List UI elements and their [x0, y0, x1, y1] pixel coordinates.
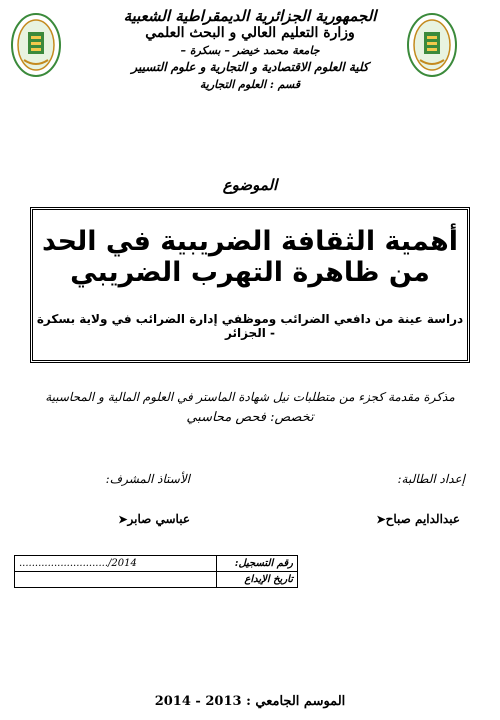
ministry-name: وزارة التعليم العالي و البحث العلمي [145, 25, 355, 41]
student-name: عبدالدايم صباح [385, 512, 460, 526]
academic-year: الموسم الجامعي : 2013 - 2014 [154, 694, 346, 709]
deposit-date-label: تاريخ الإيداع [217, 572, 298, 588]
table-row [15, 572, 298, 588]
supervisor-label: الأستاذ المشرف: [105, 472, 190, 486]
subject-label: الموضوع [222, 176, 278, 194]
institution-header [70, 8, 430, 93]
thesis-subtitle: دراسة عينة من دافعي الضرائب وموظفي إدارة الضرائب في ولاية بسكرة - الجزائر [36, 312, 464, 340]
university-name: جامعة محمد خيضر – بسكرة – [180, 44, 320, 57]
arrow-bullet-icon: ➤ [376, 513, 386, 526]
registration-number-label: رقم التسجيل: [217, 556, 298, 572]
university-logo-left [10, 12, 62, 78]
prepared-by-label: إعداد الطالبة: [397, 472, 465, 486]
thesis-title: أهمية الثقافة الضريبية في الحد من ظاهرة التهرب الضريبي [42, 226, 458, 288]
faculty-name: كلية العلوم الاقتصادية و التجارية و علوم التسيير [131, 60, 369, 74]
republic-name: الجمهورية الجزائرية الديمقراطية الشعبية [123, 7, 377, 25]
table-row [15, 556, 298, 572]
arrow-bullet-icon: ➤ [118, 513, 128, 526]
supervisor-name: عباسي صابر [127, 512, 190, 526]
memo-description: مذكرة مقدمة كجزء من متطلبات نيل شهادة الماستر في العلوم المالية و المحاسبية [45, 390, 455, 404]
registration-number-value: ............................/2014 [15, 556, 217, 572]
student-entry [260, 512, 460, 526]
registration-table [14, 555, 298, 588]
deposit-date-value [15, 572, 217, 588]
department-name: قسم : العلوم التجارية [199, 78, 301, 91]
supervisor-entry [60, 512, 190, 526]
specialization: تخصص: فحص محاسبي [186, 410, 314, 425]
